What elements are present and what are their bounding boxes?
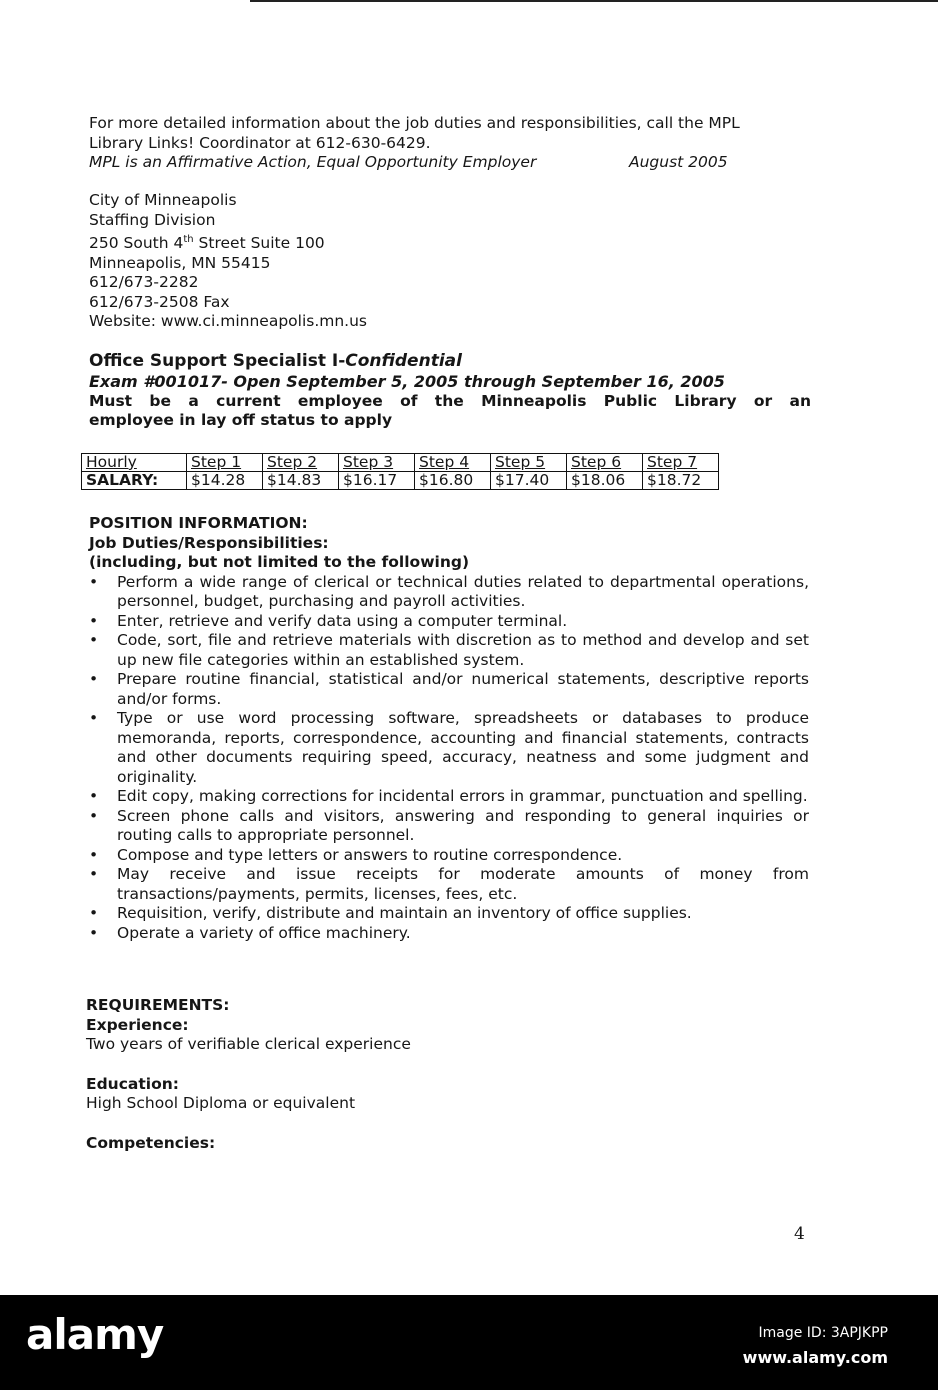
bullet-icon: • — [89, 904, 99, 922]
scan-edge-line — [250, 0, 938, 2]
salary-value-cell: $17.40 — [491, 472, 567, 490]
requirements-heading: REQUIREMENTS: — [86, 996, 230, 1014]
address-street — [89, 230, 367, 254]
salary-value-row — [82, 472, 719, 490]
bullet-icon: • — [89, 787, 99, 805]
salary-header-cell: Step 2 — [263, 454, 339, 472]
eligibility — [89, 392, 811, 430]
duty-text: Screen phone calls and visitors, answering and responding to general inquiries or routing calls to appropriate personnel. — [117, 806, 809, 844]
page-number: 4 — [794, 1224, 805, 1244]
duty-text: Code, sort, file and retrieve materials with discretion as to method and develop and set up new file categories within an established system. — [117, 631, 809, 669]
document-date: August 2005 — [629, 153, 728, 171]
duty-text: May receive and issue receipts for moderate amounts of money from transactions/payments, permits, licenses, fees, etc. — [117, 865, 809, 903]
experience-text: Two years of verifiable clerical experience — [86, 1035, 411, 1053]
bullet-icon: • — [89, 865, 99, 883]
salary-header-cell: Step 6 — [567, 454, 643, 472]
duty-text: Compose and type letters or answers to routine correspondence. — [117, 845, 623, 864]
exam-info: Exam #001017- Open September 5, 2005 through September 16, 2005 — [89, 372, 725, 391]
salary-value-cell: $16.17 — [339, 472, 415, 490]
job-title-block — [89, 350, 811, 430]
duty-text: Perform a wide range of clerical or technical duties related to departmental operations, personnel, budget, purchasing and payroll activities. — [117, 572, 809, 610]
image-id: Image ID: 3APJKPP — [758, 1325, 888, 1341]
list-item — [89, 709, 809, 787]
job-title-main: Office Support Specialist I- — [89, 351, 346, 371]
duties-qualifier: (including, but not limited to the following) — [89, 553, 470, 571]
address-fax: 612/673-2508 Fax — [89, 292, 230, 311]
bullet-icon: • — [89, 923, 99, 942]
address-block — [89, 191, 367, 332]
intro-line-2: Library Links! Coordinator at 612-630-6429. — [89, 133, 431, 152]
eligibility-line-1: Must be a current employee of the Minneapolis Public Library or an — [89, 392, 811, 410]
street-ordinal: th — [183, 234, 194, 245]
position-heading: POSITION INFORMATION: — [89, 514, 308, 532]
alamy-site: www.alamy.com — [742, 1348, 888, 1367]
spacer — [86, 1055, 806, 1075]
list-item — [89, 631, 809, 670]
duty-text: Prepare routine financial, statistical and/or numerical statements, descriptive reports and/or forms. — [117, 670, 809, 708]
eligibility-line-2: employee in lay off status to apply — [89, 411, 393, 429]
salary-header-cell: Step 4 — [415, 454, 491, 472]
competencies-label: Competencies: — [86, 1133, 216, 1152]
bullet-icon: • — [89, 572, 99, 591]
address-division: Staffing Division — [89, 210, 216, 229]
bullet-icon: • — [89, 611, 99, 630]
address-website: Website: www.ci.minneapolis.mn.us — [89, 312, 368, 331]
street-number: 250 South 4 — [89, 234, 184, 253]
list-item — [89, 670, 809, 709]
duty-text: Type or use word processing software, spreadsheets or databases to produce memoranda, reports, correspondence, accounting and financial statements, contracts and other documents requiring speed, accuracy, neatness and some judgment and originality. — [117, 709, 809, 786]
list-item — [89, 846, 809, 866]
education-label: Education: — [86, 1074, 179, 1093]
salary-header-cell: Hourly — [82, 454, 187, 472]
address-city: City of Minneapolis — [89, 191, 237, 209]
street-name: Street Suite 100 — [193, 234, 325, 253]
salary-table — [81, 453, 719, 490]
duties-heading: Job Duties/Responsibilities: — [89, 533, 329, 552]
salary-header-cell: Step 5 — [491, 454, 567, 472]
position-section — [89, 514, 809, 943]
list-item — [89, 787, 809, 807]
list-item — [89, 807, 809, 846]
address-citystate: Minneapolis, MN 55415 — [89, 253, 271, 272]
salary-value-cell: $18.06 — [567, 472, 643, 490]
salary-header-row — [82, 454, 719, 472]
bullet-icon: • — [89, 631, 99, 649]
salary-header-cell: Step 1 — [187, 454, 263, 472]
intro-line-1: For more detailed information about the job duties and responsibilities, call the MPL — [89, 114, 740, 132]
bullet-icon: • — [89, 670, 99, 688]
intro-block — [89, 114, 829, 173]
list-item — [89, 904, 809, 924]
spacer — [86, 1114, 806, 1134]
list-item — [89, 865, 809, 904]
education-text: High School Diploma or equivalent — [86, 1094, 356, 1112]
address-phone: 612/673-2282 — [89, 273, 199, 292]
list-item — [89, 924, 809, 944]
bullet-icon: • — [89, 845, 99, 864]
salary-header-cell: Step 3 — [339, 454, 415, 472]
salary-value-cell: $14.83 — [263, 472, 339, 490]
duty-text: Enter, retrieve and verify data using a computer terminal. — [117, 611, 568, 630]
duty-text: Requisition, verify, distribute and maintain an inventory of office supplies. — [117, 904, 692, 922]
alamy-logo: alamy — [26, 1310, 164, 1359]
duty-text: Edit copy, making corrections for incidental errors in grammar, punctuation and spelling. — [117, 787, 808, 805]
job-title — [89, 350, 811, 372]
list-item — [89, 573, 809, 612]
experience-label: Experience: — [86, 1015, 189, 1034]
bullet-icon: • — [89, 806, 99, 825]
eeo-statement: MPL is an Affirmative Action, Equal Opportunity Employer — [89, 153, 537, 171]
list-item — [89, 612, 809, 632]
salary-value-cell: $14.28 — [187, 472, 263, 490]
salary-label-cell: SALARY: — [82, 472, 187, 490]
job-title-italic: Confidential — [345, 351, 462, 371]
duties-list — [89, 573, 809, 944]
salary-value-cell: $18.72 — [643, 472, 719, 490]
eeo-row — [89, 153, 829, 173]
duty-text: Operate a variety of office machinery. — [117, 923, 411, 942]
bullet-icon: • — [89, 709, 99, 727]
salary-header-cell: Step 7 — [643, 454, 719, 472]
requirements-section — [86, 996, 806, 1153]
salary-value-cell: $16.80 — [415, 472, 491, 490]
